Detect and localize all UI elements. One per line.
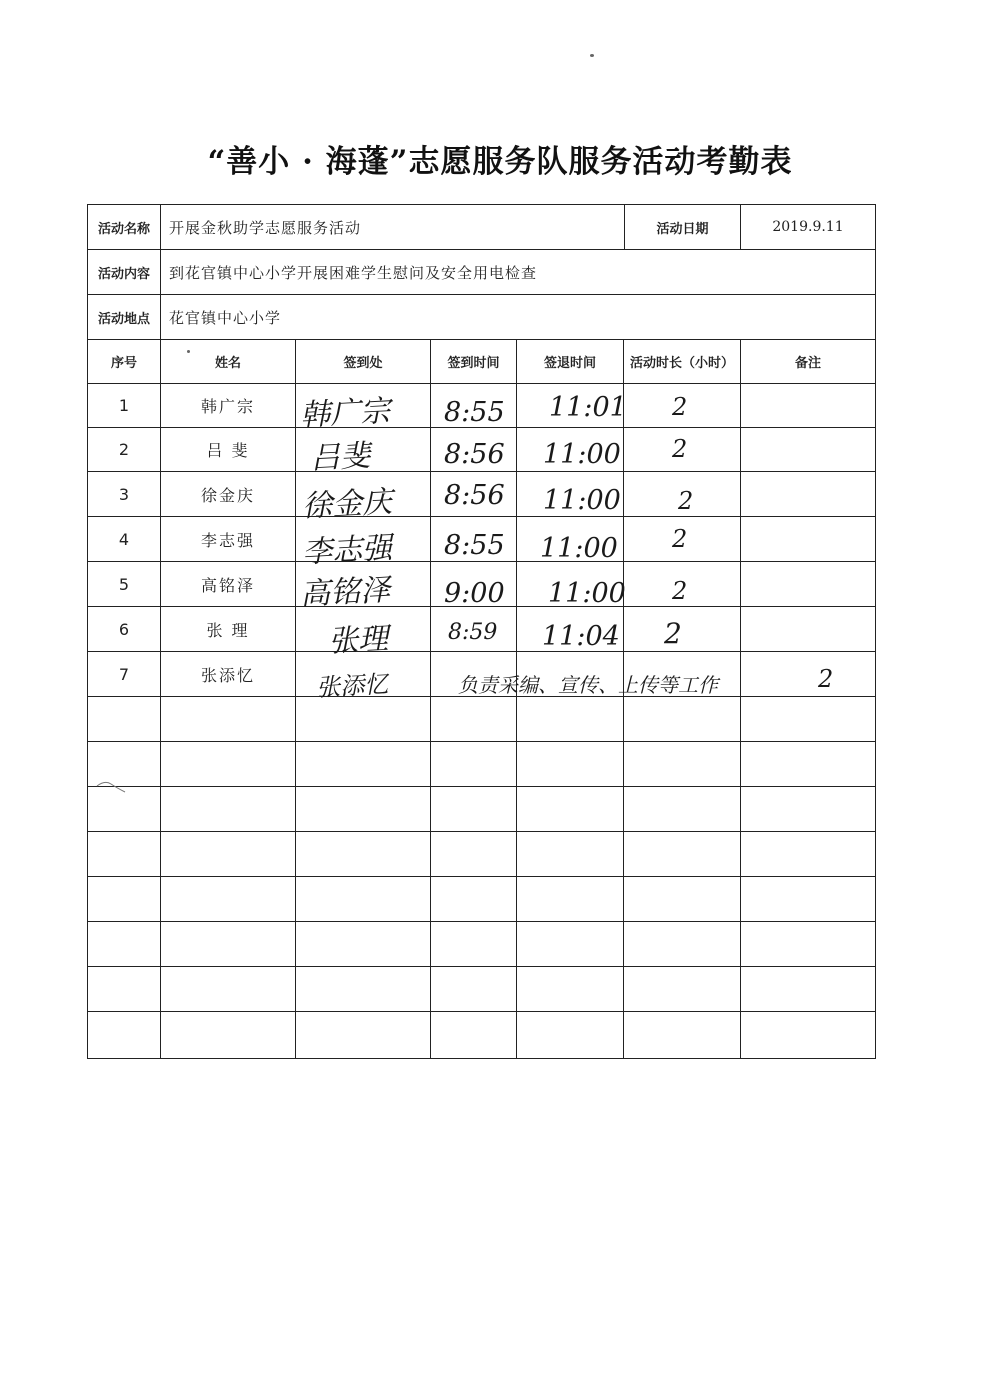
row-2-name: 吕 斐 (206, 441, 250, 460)
row-1-signature: 韩广宗 (299, 393, 392, 434)
row-2-checkin: 8:56 (444, 439, 505, 470)
row-5-checkout: 11:00 (548, 578, 626, 609)
header-remarks: 备注 (794, 356, 821, 371)
row-3-no: 3 (118, 484, 130, 504)
row-1-checkin: 8:55 (444, 397, 505, 428)
row-7-no: 7 (118, 664, 130, 684)
row-4-signature: 李志强 (301, 530, 394, 571)
row-7-name: 张添忆 (200, 665, 255, 685)
pencil-mark (95, 778, 127, 794)
activity-content-value: 到花官镇中心小学开展困难学生慰问及安全用电检查 (169, 263, 538, 282)
row-1-name: 韩广宗 (200, 397, 255, 416)
row-5-signature: 高铭泽 (299, 572, 392, 613)
row-7-signature: 张添忆 (315, 670, 389, 702)
row-4-checkin: 8:55 (444, 530, 505, 561)
activity-date-value: 2019.9.11 (772, 219, 844, 235)
row-2-hours: 2 (672, 435, 688, 463)
row-3-name: 徐金庆 (200, 485, 255, 505)
row-5-no: 5 (118, 574, 130, 594)
row-3-checkout: 11:00 (543, 485, 621, 516)
row-7-note: 负责采编、宣传、上传等工作 (458, 673, 718, 697)
row-5-name: 高铭泽 (200, 575, 255, 595)
attendance-table (87, 204, 876, 1059)
header-no: 序号 (110, 356, 137, 371)
row-5-hours: 2 (672, 577, 688, 605)
header-hours: 活动时长（小时） (629, 356, 734, 371)
row-6-hours: 2 (664, 617, 682, 650)
row-4-no: 4 (118, 529, 130, 549)
row-4-hours: 2 (672, 525, 688, 553)
row-7-hours: 2 (818, 665, 834, 693)
activity-name-label: 活动名称 (97, 221, 150, 237)
row-1-checkout: 11:01 (549, 392, 627, 423)
header-signature: 签到处 (343, 356, 383, 371)
header-checkout: 签退时间 (543, 356, 596, 371)
row-4-checkout: 11:00 (540, 533, 618, 564)
activity-place-label: 活动地点 (97, 311, 150, 327)
row-3-checkin: 8:56 (444, 480, 505, 511)
activity-place-value: 花官镇中心小学 (169, 308, 282, 327)
row-4-name: 李志强 (200, 530, 255, 550)
row-3-signature: 徐金庆 (301, 484, 394, 525)
activity-name-value: 开展金秋助学志愿服务活动 (169, 218, 362, 237)
header-name: 姓名 (214, 356, 241, 371)
row-5-checkin: 9:00 (444, 578, 505, 609)
row-6-no: 6 (118, 619, 130, 639)
row-2-checkout: 11:00 (543, 439, 621, 470)
activity-content-label: 活动内容 (97, 266, 150, 282)
scan-speck (187, 350, 190, 353)
scan-speck (590, 54, 594, 57)
row-2-signature: 吕斐 (309, 438, 372, 477)
header-checkin: 签到时间 (447, 356, 500, 371)
row-6-name: 张 理 (206, 620, 250, 640)
row-6-signature: 张理 (327, 621, 390, 660)
row-6-checkout: 11:04 (542, 621, 620, 652)
row-6-checkin: 8:59 (448, 620, 498, 645)
row-1-no: 1 (118, 396, 130, 415)
page-title: “善小 · 海蓬”志愿服务队服务活动考勤表 (207, 144, 793, 180)
activity-date-label: 活动日期 (656, 221, 709, 237)
row-1-hours: 2 (672, 393, 688, 421)
row-3-hours: 2 (678, 487, 694, 515)
row-2-no: 2 (118, 440, 130, 459)
